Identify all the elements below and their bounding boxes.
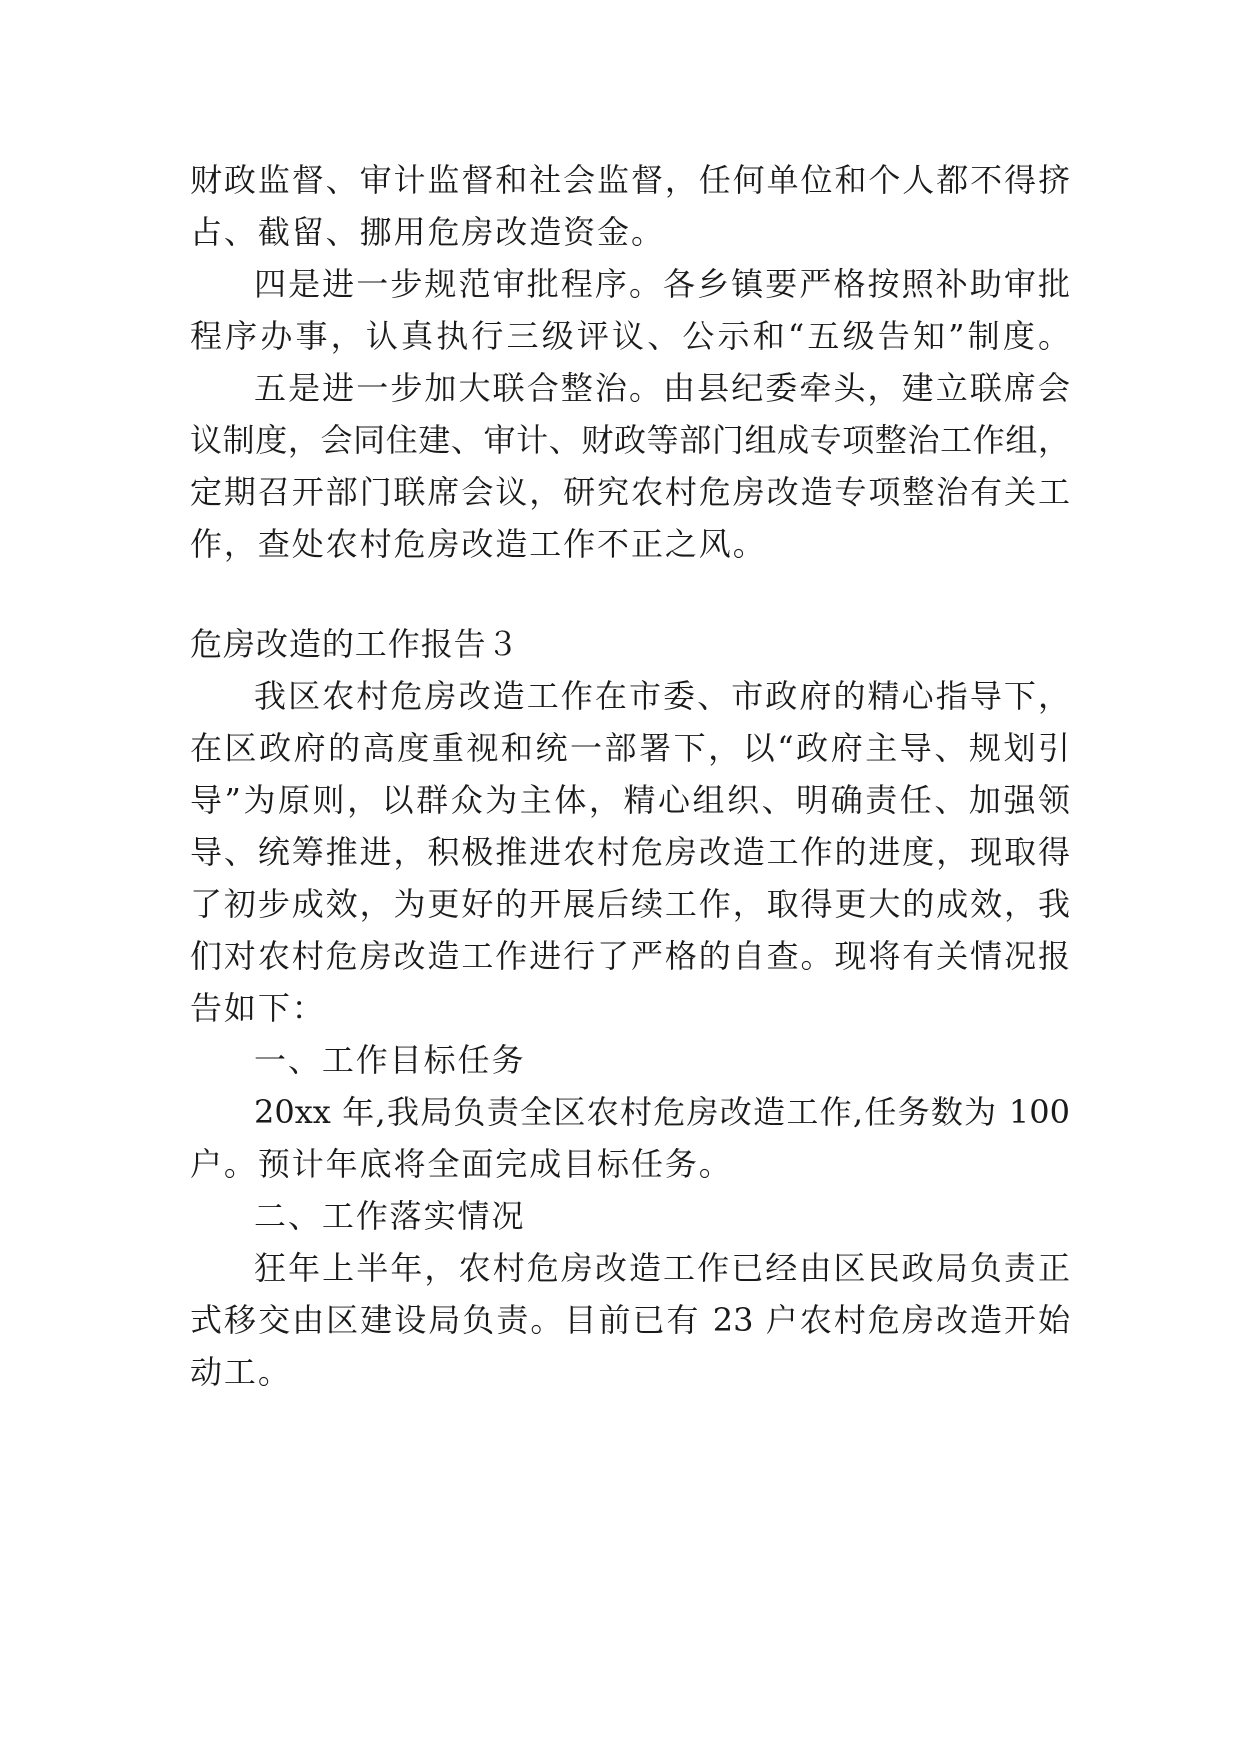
subheading-line: 一、工作目标任务 [254,1041,526,1079]
body-text-line: 动工。 [190,1353,292,1391]
body-text-line: 程序办事，认真执行三级评议、公示和“五级告知”制度。 [190,317,1070,355]
paragraph-text-line: 狂年上半年，农村危房改造工作已经由区民政局负责正 [254,1249,1070,1287]
body-text-line: 们对农村危房改造工作进行了严格的自查。现将有关情况报 [190,937,1070,975]
paragraph-text-line: 我区农村危房改造工作在市委、市政府的精心指导下， [254,677,1070,715]
subheading-line: 二、工作落实情况 [254,1197,526,1235]
paragraph-text-line: 四是进一步规范审批程序。各乡镇要严格按照补助审批 [254,265,1070,303]
body-text-line: 式移交由区建设局负责。目前已有 23 户农村危房改造开始 [190,1301,1070,1339]
body-text-line: 导”为原则，以群众为主体，精心组织、明确责任、加强领 [190,781,1070,819]
paragraph-text-line: 20xx 年,我局负责全区农村危房改造工作,任务数为 100 [254,1093,1070,1131]
body-text-line: 定期召开部门联席会议，研究农村危房改造专项整治有关工 [190,473,1070,511]
body-text-line: 户。预计年底将全面完成目标任务。 [190,1145,733,1183]
body-text-line: 告如下： [190,989,326,1027]
section-heading: 危房改造的工作报告３ [190,625,520,663]
body-text-line: 财政监督、审计监督和社会监督，任何单位和个人都不得挤 [190,161,1070,199]
body-text-line: 导、统筹推进，积极推进农村危房改造工作的进度，现取得 [190,833,1070,871]
body-text-line: 作，查处农村危房改造工作不正之风。 [190,525,767,563]
body-text-line: 占、截留、挪用危房改造资金。 [190,213,665,251]
body-text-line: 在区政府的高度重视和统一部署下，以“政府主导、规划引 [190,729,1070,767]
body-text-line: 了初步成效，为更好的开展后续工作，取得更大的成效，我 [190,885,1070,923]
paragraph-text-line: 五是进一步加大联合整治。由县纪委牵头，建立联席会 [254,369,1070,407]
body-text-line: 议制度，会同住建、审计、财政等部门组成专项整治工作组， [190,421,1070,459]
